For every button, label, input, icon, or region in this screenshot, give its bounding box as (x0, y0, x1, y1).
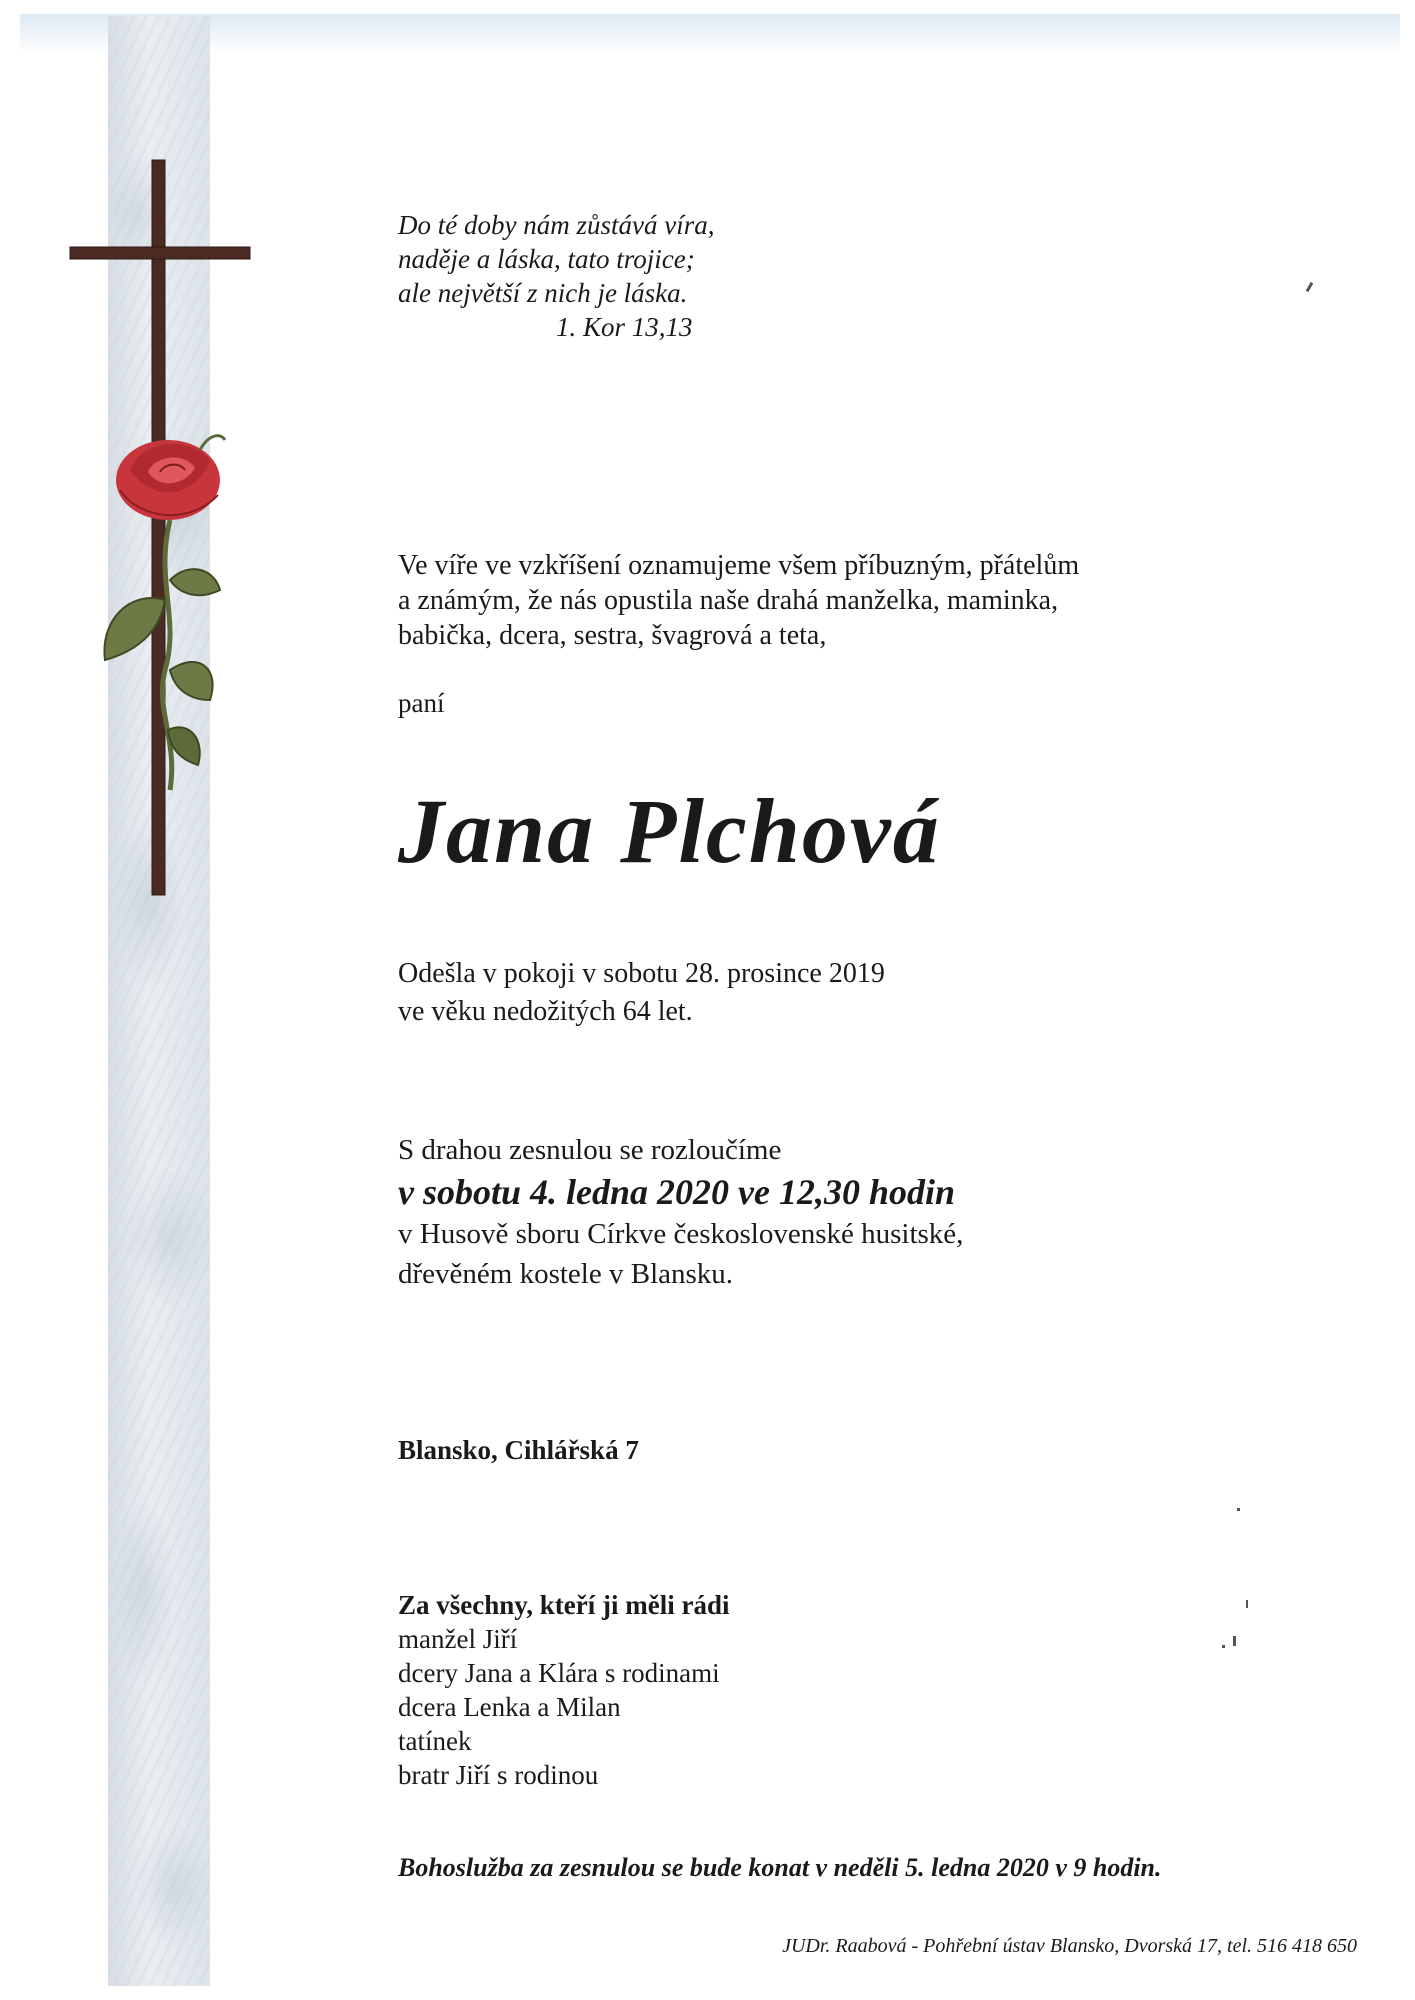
announcement-line: a známým, že nás opustila naše drahá manželka, maminka, (398, 585, 1059, 616)
funeral-home-footer: JUDr. Raabová - Pohřební ústav Blansko, Dvorská 17, tel. 516 418 650 (782, 1935, 1357, 1957)
announcement-text (398, 548, 1298, 653)
announcement-line: babička, dcera, sestra, švagrová a teta, (398, 620, 827, 651)
farewell-place-detail: dřevěném kostele v Blansku. (398, 1258, 734, 1290)
quote-reference: 1. Kor 13,13 (556, 312, 693, 342)
cross-with-rose-icon (60, 150, 260, 910)
family-member: dcera Lenka a Milan (398, 1692, 621, 1722)
farewell-intro: S drahou zesnulou se rozloučíme (398, 1134, 782, 1166)
scan-speck (1237, 1508, 1240, 1511)
scan-speck (1233, 1636, 1236, 1646)
family-member: bratr Jiří s rodinou (398, 1760, 599, 1790)
scan-speck (1246, 1600, 1248, 1608)
quote-line: Do té doby nám zůstává víra, (398, 210, 715, 240)
family-list (398, 1588, 729, 1792)
address: Blansko, Cihlářská 7 (398, 1435, 639, 1465)
quote-line: ale největší z nich je láska. (398, 278, 688, 308)
scan-speck (1306, 282, 1314, 292)
quote-line: naděje a láska, tato trojice; (398, 244, 695, 274)
farewell-place: v Husově sboru Církve československé husitské, (398, 1218, 964, 1250)
death-line: Odešla v pokoji v sobotu 28. prosince 2019 (398, 958, 885, 989)
scan-speck (1222, 1645, 1225, 1648)
family-member: tatínek (398, 1726, 472, 1756)
farewell-info (398, 1130, 1358, 1294)
family-member: dcery Jana a Klára s rodinami (398, 1658, 720, 1688)
family-member: manžel Jiří (398, 1624, 518, 1654)
service-note: Bohoslužba za zesnulou se bude konat v neděli 5. ledna 2020 v 9 hodin. (398, 1853, 1162, 1882)
age-line: ve věku nedožitých 64 let. (398, 996, 693, 1027)
farewell-date-time: v sobotu 4. ledna 2020 ve 12,30 hodin (398, 1172, 956, 1212)
deceased-name: Jana Plchová (398, 780, 941, 882)
title-prefix: paní (398, 688, 445, 718)
announcement-line: Ve víře ve vzkříšení oznamujeme všem příbuzným, přátelům (398, 550, 1080, 581)
death-info (398, 955, 885, 1031)
family-lead: Za všechny, kteří ji měli rádi (398, 1590, 730, 1620)
bible-quote (398, 208, 818, 344)
top-decorative-band (20, 14, 1400, 54)
